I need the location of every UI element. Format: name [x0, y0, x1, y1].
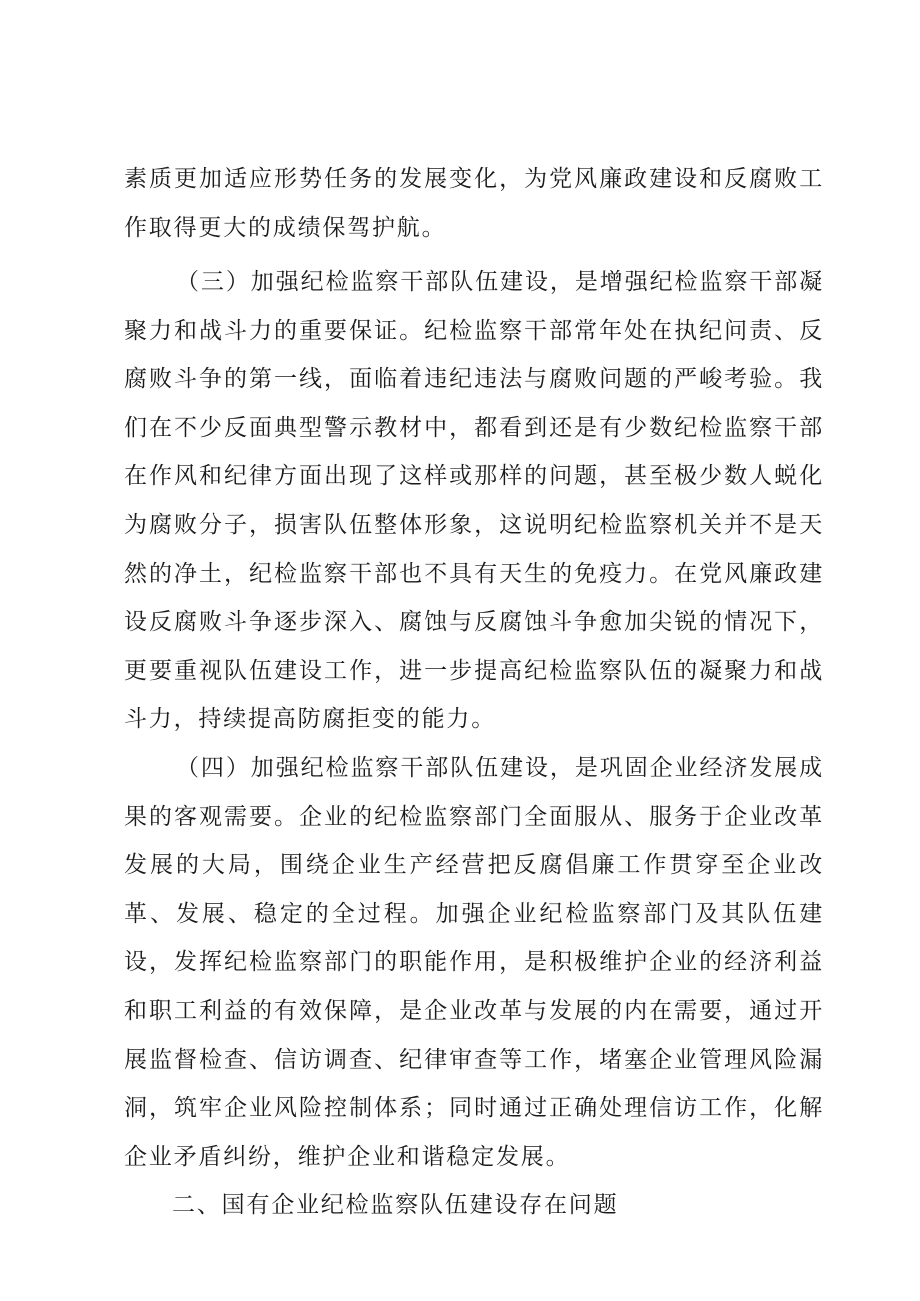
paragraph-section-three: （三）加强纪检监察干部队伍建设，是增强纪检监察干部凝聚力和战斗力的重要保证。纪检监察干部常年处在执纪问责、反腐败斗争的第一线，面临着违纪违法与腐败问题的严峻考验。我们在不少反面典型警示教材中，都看到还是有少数纪检监察干部在作风和纪律方面出现了这样或那样的问题，甚至极少数人蜕化为腐败分子，损害队伍整体形象，这说明纪检监察机关并不是天然的净土，纪检监察干部也不具有天生的免疫力。在党风廉政建设反腐败斗争逐步深入、腐蚀与反腐蚀斗争愈加尖锐的情况下，更要重视队伍建设工作，进一步提高纪检监察队伍的凝聚力和战斗力，持续提高防腐拒变的能力。	[124, 269, 824, 733]
paragraph-section-four: （四）加强纪检监察干部队伍建设，是巩固企业经济发展成果的客观需要。企业的纪检监察部门全面服从、服务于企业改革发展的大局，围绕企业生产经营把反腐倡廉工作贯穿至企业改革、发展、稳定的全过程。加强企业纪检监察部门及其队伍建设，发挥纪检监察部门的职能作用，是积极维护企业的经济利益和职工利益的有效保障，是企业改革与发展的内在需要，通过开展监督检查、信访调查、纪律审查等工作，堵塞企业管理风险漏洞，筑牢企业风险控制体系；同时通过正确处理信访工作，化解企业矛盾纠纷，维护企业和谐稳定发展。	[124, 755, 824, 1170]
section-heading: 二、国有企业纪检监察队伍建设存在问题	[172, 1192, 619, 1218]
paragraph-continuation: 素质更加适应形势任务的发展变化，为党风廉政建设和反腐败工作取得更大的成绩保驾护航。	[124, 166, 824, 241]
